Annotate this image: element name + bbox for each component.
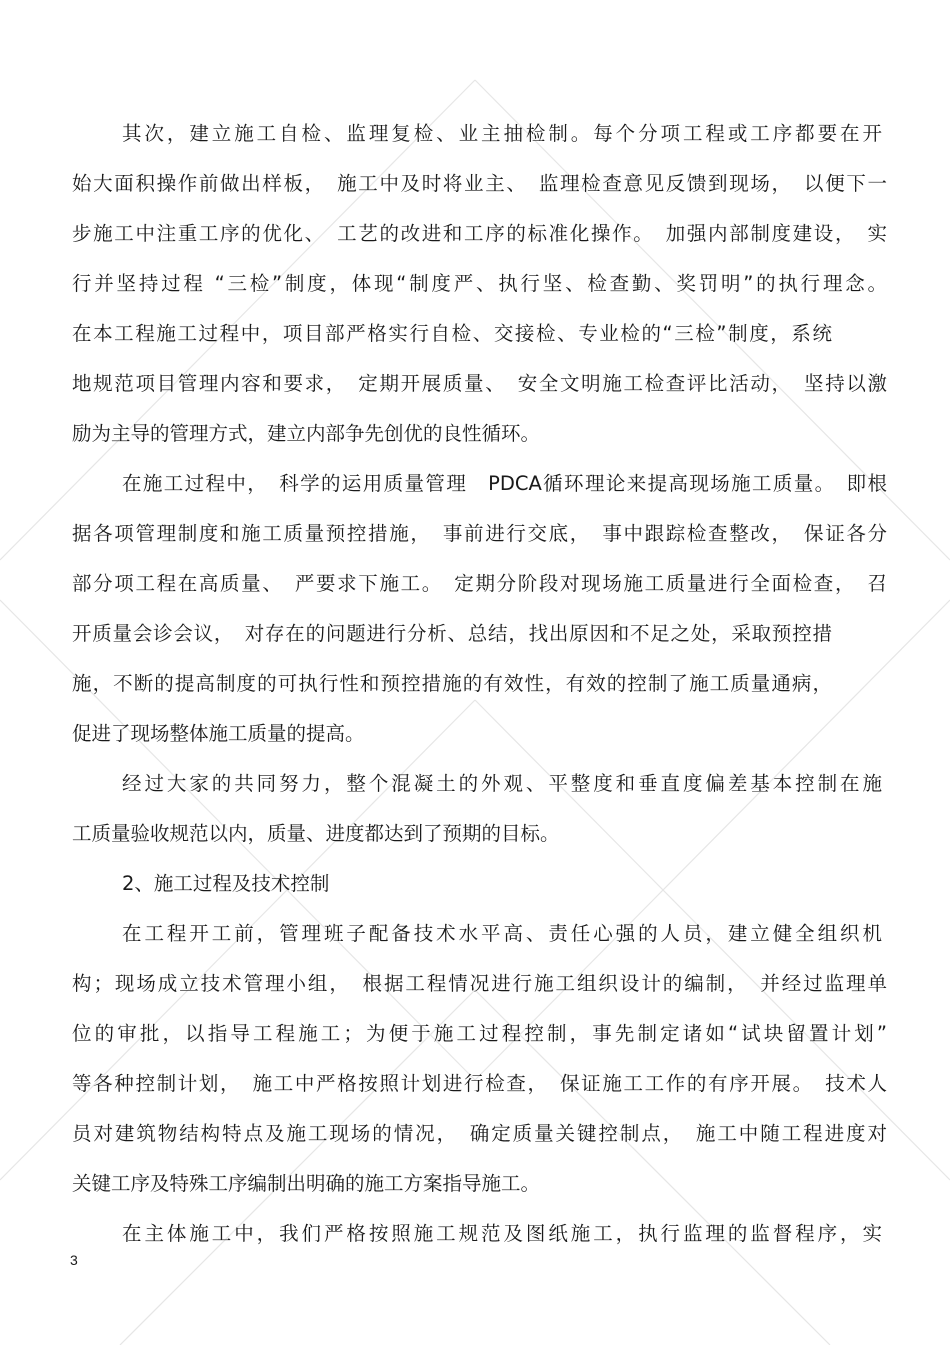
text-line: 地规范项目管理内容和要求， 定期开展质量、 安全文明施工检查评比活动， 坚持以激 xyxy=(72,372,887,395)
text-line: 在施工过程中， 科学的运用质量管理 PDCA循环理论来提高现场施工质量。 即根 xyxy=(122,472,887,495)
text-line: 励为主导的管理方式，建立内部争先创优的良性循环。 xyxy=(72,422,541,445)
text-line: 部分项工程在高质量、 严要求下施工。 定期分阶段对现场施工质量进行全面检查， 召 xyxy=(72,572,887,595)
text-line: 促进了现场整体施工质量的提高。 xyxy=(72,722,365,745)
text-line: 工质量验收规范以内，质量、进度都达到了预期的目标。 xyxy=(72,822,560,845)
body-text xyxy=(72,112,887,1262)
text-line: 经过大家的共同努力，整个混凝土的外观、平整度和垂直度偏差基本控制在施 xyxy=(122,772,882,795)
text-line: 开质量会诊会议， 对存在的问题进行分析、总结，找出原因和不足之处，采取预控措 xyxy=(72,622,832,645)
text-line: 构；现场成立技术管理小组， 根据工程情况进行施工组织设计的编制， 并经过监理单 xyxy=(72,972,887,995)
text-line: 行并坚持过程 “三检”制度，体现“制度严、执行坚、检查勤、奖罚明”的执行理念。 xyxy=(72,272,887,295)
text-line: 员对建筑物结构特点及施工现场的情况， 确定质量关键控制点， 施工中随工程进度对 xyxy=(72,1122,887,1145)
text-line: 施，不断的提高制度的可执行性和预控措施的有效性，有效的控制了施工质量通病， xyxy=(72,672,832,695)
text-line: 在工程开工前，管理班子配备技术水平高、责任心强的人员，建立健全组织机 xyxy=(122,922,882,945)
text-line: 在本工程施工过程中，项目部严格实行自检、交接检、专业检的“三检”制度，系统 xyxy=(72,322,832,345)
text-line: 位的审批，以指导工程施工；为便于施工过程控制，事先制定诸如“试块留置计划” xyxy=(72,1022,887,1045)
text-line: 据各项管理制度和施工质量预控措施， 事前进行交底， 事中跟踪检查整改， 保证各分 xyxy=(72,522,887,545)
text-line: 等各种控制计划， 施工中严格按照计划进行检查， 保证施工工作的有序开展。 技术人 xyxy=(72,1072,887,1095)
text-line: 步施工中注重工序的优化、 工艺的改进和工序的标准化操作。 加强内部制度建设， 实 xyxy=(72,222,887,245)
text-line: 始大面积操作前做出样板， 施工中及时将业主、 监理检查意见反馈到现场， 以便下一 xyxy=(72,172,887,195)
text-line: 其次，建立施工自检、监理复检、业主抽检制。每个分项工程或工序都要在开 xyxy=(122,122,882,145)
text-line: 在主体施工中，我们严格按照施工规范及图纸施工，执行监理的监督程序，实 xyxy=(122,1222,882,1245)
page-number: 3 xyxy=(70,1252,78,1268)
section-heading: 2、施工过程及技术控制 xyxy=(122,872,330,895)
text-line: 关键工序及特殊工序编制出明确的施工方案指导施工。 xyxy=(72,1172,541,1195)
